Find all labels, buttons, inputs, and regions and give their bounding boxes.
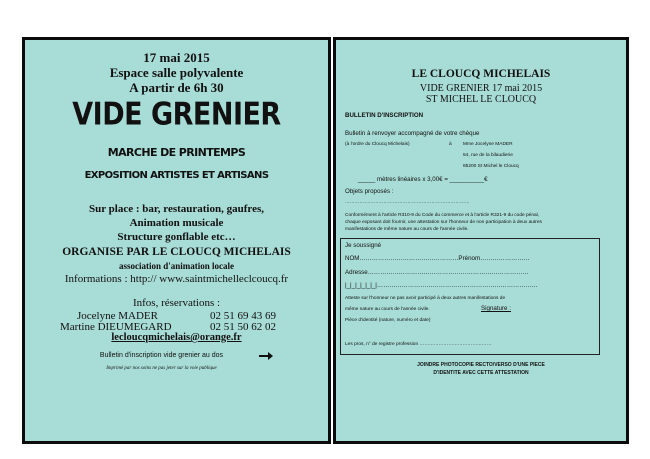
cheque-payee: (à l'ordre du Cloucq Michelais) xyxy=(345,142,410,147)
id-document-field[interactable]: Pièce d'identité (nature, numéro et date) xyxy=(345,318,431,323)
registration-sheet xyxy=(333,37,629,444)
phone-field[interactable]: |_|_|_|_|_|_|…………………………………………………………………… xyxy=(345,282,538,289)
attest-text-1: Atteste sur l'honneur ne pas avoir participé à deux autres manifestations de xyxy=(345,296,506,301)
contact-email-link[interactable]: lecloucqmichelais@orange.fr xyxy=(111,332,242,343)
contact-phone-1: 02 51 69 43 69 xyxy=(210,310,276,322)
amenities-list xyxy=(25,202,328,244)
event-time: A partir de 6h 30 xyxy=(129,80,224,95)
objects-label: Objets proposés : xyxy=(345,188,394,195)
name-field[interactable]: NOM…………………………………………Prénom…………………… xyxy=(345,255,530,262)
amenities-line-2: Animation musicale xyxy=(129,217,224,229)
association-tagline: association d'animation locale xyxy=(118,261,234,271)
address-line-1: Mme Jocelyne MADER xyxy=(463,142,513,147)
event-title: VIDE GRENIER xyxy=(72,97,281,133)
legal-text-1: Conformément à l'article R310-9 du Code du commerce et à l'article R321-9 du code pénal, xyxy=(345,213,540,218)
objects-field[interactable]: …………………………………………………………………… xyxy=(345,200,470,205)
address-line-2: 54, rue de la bilaudierie xyxy=(463,153,513,158)
bulletin-heading: BULLETIN D'INSCRIPTION xyxy=(345,112,424,119)
address-line-3: 85200 St Michel le Cloucq xyxy=(463,164,519,169)
arrow-right-icon xyxy=(259,351,273,364)
pro-registration-field[interactable]: Les pros, n° de registre profession ……………………………………… xyxy=(345,342,492,347)
organiser-heading: ORGANISE PAR LE CLOUCQ MICHELAIS xyxy=(62,246,291,258)
send-instructions: Bulletin à renvoyer accompagné de votre chèque xyxy=(345,130,480,137)
form-org-title: LE CLOUCQ MICHELAIS xyxy=(411,68,551,80)
contact-phone-2: 02 51 50 62 02 xyxy=(210,321,276,333)
event-subtitle-market: MARCHE DE PRINTEMPS xyxy=(107,146,246,159)
attest-text-2: même nature au cours de l'année civile. xyxy=(345,307,430,312)
event-date: 17 mai 2015 xyxy=(143,50,210,65)
form-event-subtitle: VIDE GRENIER 17 mai 2015 xyxy=(419,83,543,94)
contact-name-1: Jocelyne MADER xyxy=(77,310,158,322)
attestation-box xyxy=(340,238,600,355)
address-to-label: à xyxy=(449,142,452,147)
address-field[interactable]: Adresse…………………………………………………………………… xyxy=(345,269,529,276)
signature-field[interactable]: Signature : xyxy=(481,305,511,312)
undersigned-label: Je soussigné xyxy=(345,242,382,249)
event-venue: Espace salle polyvalente xyxy=(109,65,244,80)
print-notice: Imprimé par nos soins ne pas jeter sur la voie publique xyxy=(106,366,217,371)
bulletin-note: Bulletin d'inscription vide grenier au dos xyxy=(99,352,224,359)
attach-id-note-1: JOINDRE PHOTOCOPIE RECTO/VERSO D'UNE PIECE xyxy=(417,362,545,368)
contact-name-2: Martine DIEUMEGARD xyxy=(60,321,172,333)
legal-text-3: manifestations de même nature au cours de l'année civile. xyxy=(345,227,469,232)
linear-meters-field[interactable]: _____ mètres linéaires x 3,00€ = __________€ xyxy=(358,176,488,183)
legal-text-2: chaque exposant doit fournir, une attestation sur l'honneur de non participation à deux autres xyxy=(345,220,542,225)
poster-sheet xyxy=(22,37,331,444)
amenities-line-3: Structure gonflable etc… xyxy=(117,231,236,243)
form-location-subtitle: ST MICHEL LE CLOUCQ xyxy=(425,94,537,105)
amenities-line-1: Sur place : bar, restauration, gaufres, xyxy=(89,203,264,215)
reservations-heading: Infos, réservations : xyxy=(132,297,221,309)
event-subtitle-exhibition: EXPOSITION ARTISTES ET ARTISANS xyxy=(84,170,269,181)
attach-id-note-2: D'IDENTITE AVEC CETTE ATTESTATION xyxy=(433,370,529,376)
website-info: Informations : http:// www.saintmichelleclcoucq.fr xyxy=(64,273,289,285)
